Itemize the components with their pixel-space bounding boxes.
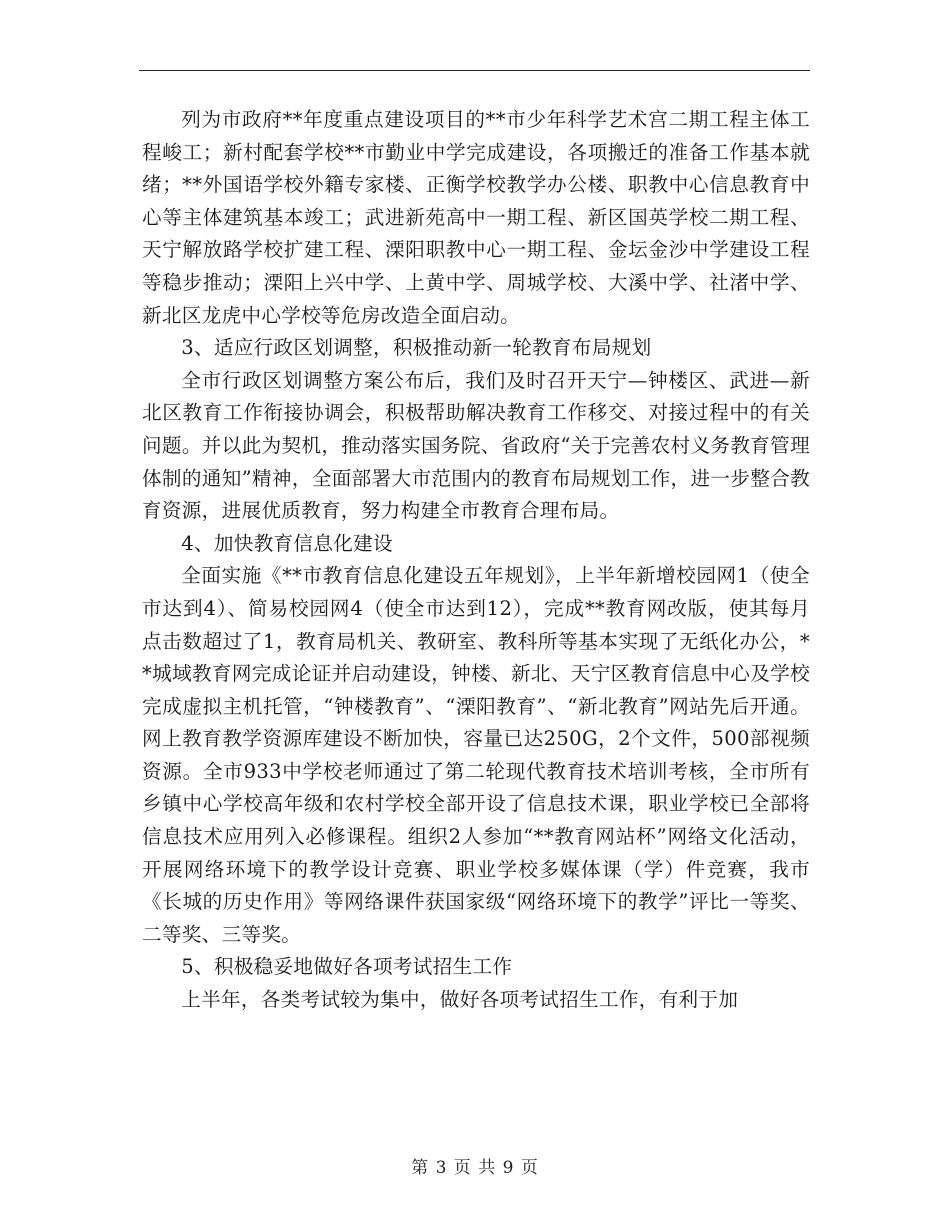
document-body (142, 104, 810, 1017)
section-heading-3: 3、适应行政区划调整，积极推动新一轮教育布局规划 (181, 336, 652, 360)
header-rule (139, 70, 810, 71)
section-heading-4: 4、加快教育信息化建设 (181, 531, 393, 555)
paragraph-3: 全面实施《**市教育信息化建设五年规划》，上半年新增校园网1（使全市达到4）、简易校园网4（使全市达到12），完成**教育网改版，使其每月点击数超过了1，教育局机关、教研室、教科所等基本实现了无纸化办公，**城域教育网完成论证并启动建设，钟楼、新北、天宁区教育信息中心及学校完成虚拟主机托管，“钟楼教育”、“溧阳教育”、“新北教育”网站先后开通。网上教育教学资源库建设不断加快，容量已达250G，2个文件，500部视频资源。全市933中学校老师通过了第二轮现代教育技术培训考核，全市所有乡镇中心学校高年级和农村学校全部开设了信息技术课，职业学校已全部将信息技术应用列入必修课程。组织2人参加“**教育网站杯”网络文化活动，开展网络环境下的教学设计竞赛、职业学校多媒体课（学）件竞赛，我市《长城的历史作用》等网络课件获国家级“网络环境下的教学”评比一等奖、二等奖、三等奖。 (142, 564, 810, 946)
paragraph-4: 上半年，各类考试较为集中，做好各项考试招生工作，有利于加 (181, 988, 739, 1012)
paragraph-1: 列为市政府**年度重点建设项目的**市少年科学艺术宫二期工程主体工程峻工；新村配套学校**市勤业中学完成建设，各项搬迁的准备工作基本就绪；**外国语学校外籍专家楼、正衡学校教学办公楼、职教中心信息教育中心等主体建筑基本竣工；武进新苑高中一期工程、新区国英学校二期工程、天宁解放路学校扩建工程、溧阳职教中心一期工程、金坛金沙中学建设工程等稳步推动；溧阳上兴中学、上黄中学、周城学校、大溪中学、社渚中学、新北区龙虎中心学校等危房改造全面启动。 (142, 108, 810, 327)
section-heading-5: 5、积极稳妥地做好各项考试招生工作 (181, 955, 513, 979)
page-footer: 第 3 页 共 9 页 (411, 1158, 539, 1178)
paragraph-2: 全市行政区划调整方案公布后，我们及时召开天宁—钟楼区、武进—新北区教育工作衔接协调会，积极帮助解决教育工作移交、对接过程中的有关问题。并以此为契机，推动落实国务院、省政府“关于完善农村义务教育管理体制的通知”精神，全面部署大市范围内的教育布局规划工作，进一步整合教育资源，进展优质教育，努力构建全市教育合理布局。 (142, 368, 810, 523)
